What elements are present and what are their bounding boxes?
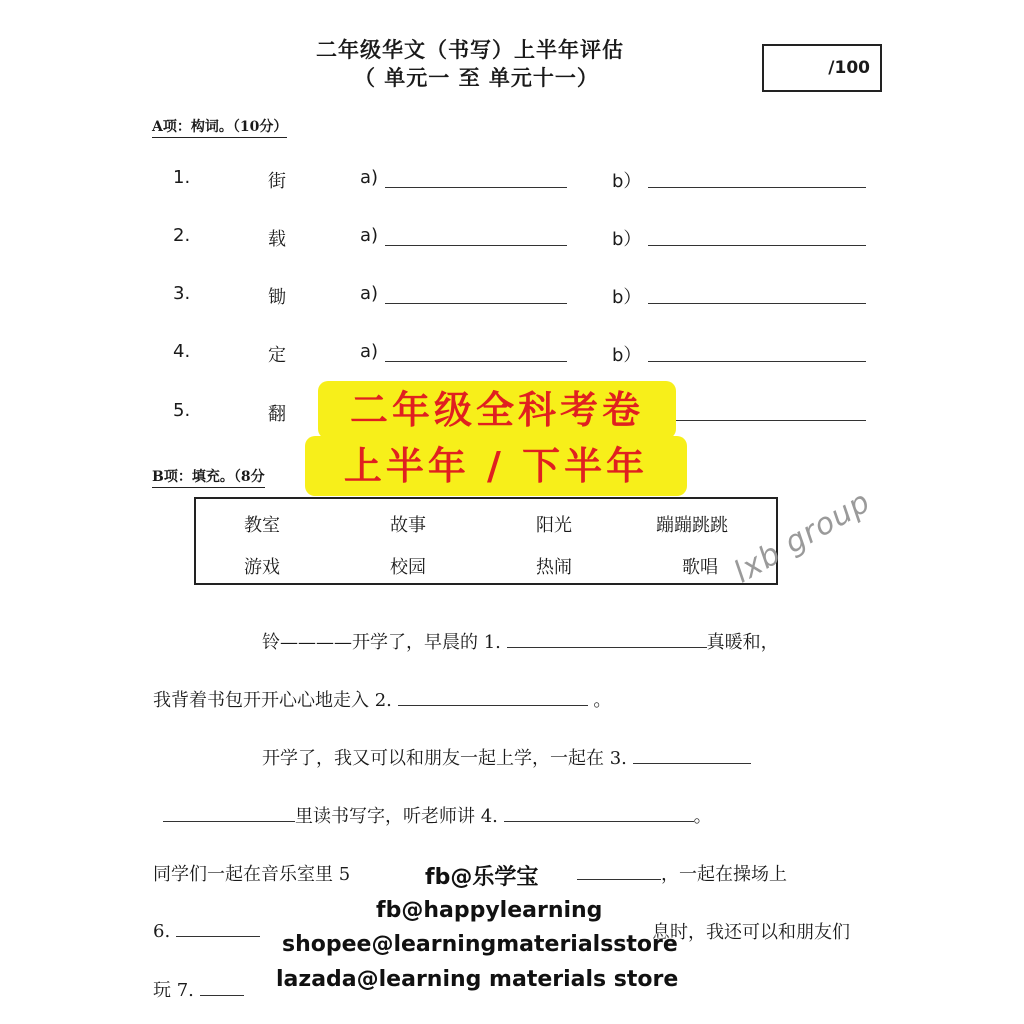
answer-line-a[interactable] (385, 303, 567, 304)
passage-line-3 (262, 744, 751, 770)
section-b-heading: B项：填充。（8分 (152, 466, 265, 488)
item-number: 1. (173, 167, 191, 188)
section-a-heading: A项：构词。（10分） (152, 116, 287, 138)
item-number: 2. (173, 225, 191, 246)
answer-label-a: a) (360, 341, 379, 362)
answer-label-a: a) (360, 283, 379, 304)
blank-1[interactable] (507, 629, 707, 648)
passage-text: 6. (153, 921, 171, 942)
passage-line-5-end (577, 860, 787, 886)
promo-banner-line-1: 二年级全科考卷 (318, 381, 676, 439)
passage-text: 。 (593, 690, 612, 711)
passage-line-4 (163, 802, 712, 828)
item-number: 4. (173, 341, 191, 362)
passage-text: 。 (693, 806, 712, 827)
passage-line-1 (262, 628, 779, 654)
word-bank (194, 497, 778, 585)
blank-4[interactable] (504, 803, 694, 822)
answer-line-a[interactable] (385, 361, 567, 362)
passage-line-6-end (652, 918, 850, 944)
word-bank-item: 故事 (390, 515, 426, 536)
blank-2[interactable] (398, 687, 588, 706)
blank-5[interactable] (577, 861, 661, 880)
score-total: /100 (828, 58, 870, 78)
item-number: 3. (173, 283, 191, 304)
passage-text: 铃————开学了，早晨的 1. (262, 632, 501, 653)
answer-line-a[interactable] (385, 245, 567, 246)
worksheet-subtitle: （ 单元一 至 单元十一） (354, 65, 599, 90)
blank-6[interactable] (176, 918, 260, 937)
promo-banner-line-2: 上半年 / 下半年 (305, 436, 687, 496)
answer-label-b: b） (612, 345, 642, 366)
blank-3-continued[interactable] (163, 803, 295, 822)
ad-lazada: lazada@learning materials store (276, 967, 679, 992)
passage-line-2 (153, 686, 611, 712)
item-character: 定 (268, 345, 286, 366)
passage-text: 息时，我还可以和朋友们 (652, 922, 850, 943)
item-character: 载 (268, 229, 286, 250)
word-bank-item: 歌唱 (682, 557, 718, 578)
word-bank-item: 游戏 (244, 557, 280, 578)
answer-line-a[interactable] (385, 187, 567, 188)
word-bank-item: 热闹 (536, 557, 572, 578)
answer-label-a: a) (360, 167, 379, 188)
answer-line-b[interactable] (648, 303, 866, 304)
word-bank-item: 阳光 (536, 515, 572, 536)
passage-text: 同学们一起在音乐室里 5 (153, 864, 351, 885)
worksheet-title: 二年级华文（书写）上半年评估 (316, 37, 624, 62)
passage-line-7 (153, 976, 244, 1002)
answer-line-b[interactable] (648, 420, 866, 421)
passage-text: 我背着书包开开心心地走入 2. (153, 690, 392, 711)
answer-label-a: a) (360, 225, 379, 246)
item-character: 锄 (268, 287, 286, 308)
item-character: 街 (268, 171, 286, 192)
ad-facebook: fb@happylearning (376, 898, 603, 923)
passage-text: 开学了，我又可以和朋友一起上学，一起在 3. (262, 748, 627, 769)
answer-label-b: b） (612, 171, 642, 192)
ad-shopee: shopee@learningmaterialsstore (282, 932, 678, 957)
word-bank-item: 教室 (244, 515, 280, 536)
ad-facebook-cn: fb@乐学宝 (425, 865, 539, 890)
passage-line-6 (153, 918, 260, 942)
passage-text: 里读书写字，听老师讲 4. (295, 806, 498, 827)
item-character: 翻 (268, 404, 286, 425)
answer-label-b: b） (612, 229, 642, 250)
answer-label-b: b） (612, 287, 642, 308)
passage-text: ，一起在操场上 (661, 864, 787, 885)
answer-line-b[interactable] (648, 361, 866, 362)
passage-line-5 (153, 860, 350, 886)
passage-text: 真暖和， (706, 632, 779, 653)
blank-7[interactable] (200, 977, 244, 996)
word-bank-item: 校园 (390, 557, 426, 578)
answer-line-b[interactable] (648, 187, 866, 188)
blank-3[interactable] (633, 745, 751, 764)
answer-line-b[interactable] (648, 245, 866, 246)
section-a-list (0, 0, 1024, 440)
word-bank-item: 蹦蹦跳跳 (656, 515, 728, 536)
passage-text: 玩 7. (153, 980, 194, 1001)
item-number: 5. (173, 400, 191, 421)
watermark-text: lxb group (728, 484, 877, 591)
